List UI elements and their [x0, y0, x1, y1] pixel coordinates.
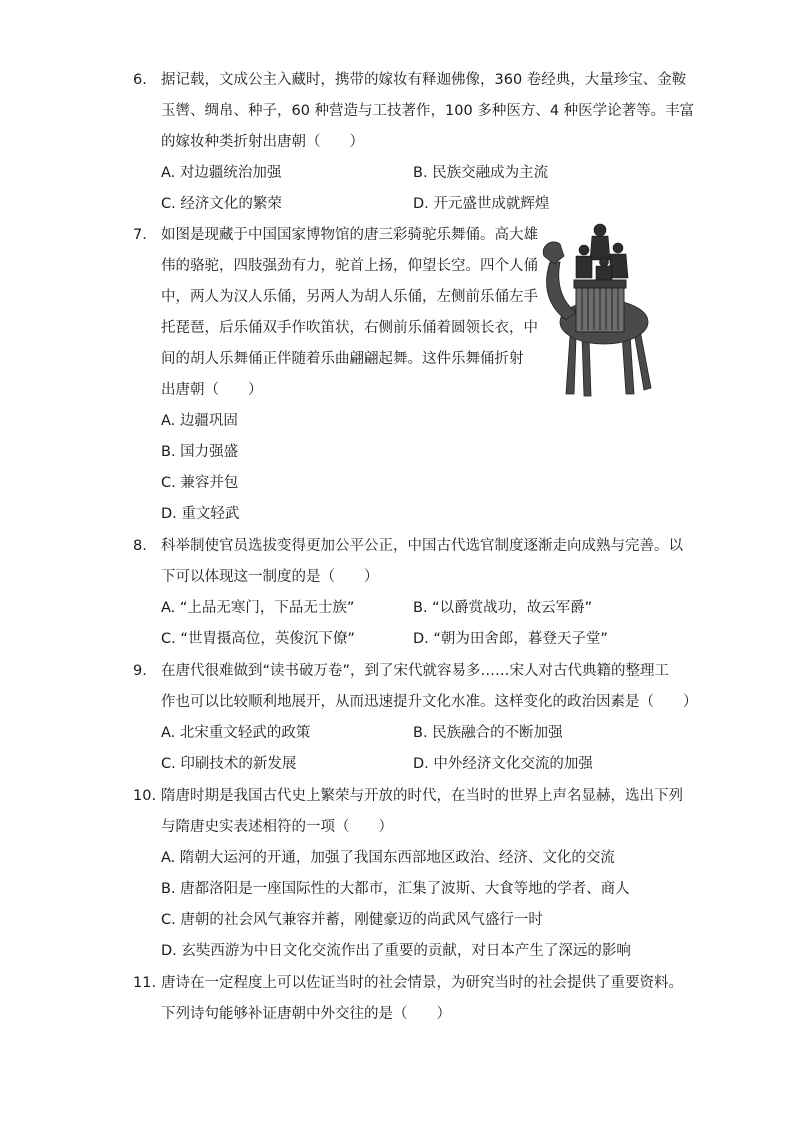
question-number: 7. — [133, 227, 147, 243]
option-a: A. 对边疆统治加强 — [161, 165, 282, 181]
question-text-line: 伟的骆驼，四肢强劲有力，驼首上扬，仰望长空。四个人俑 — [161, 258, 538, 274]
option-a: A. “上品无寒门，下品无士族” — [161, 600, 355, 616]
question-number: 10. — [133, 788, 157, 804]
question-number: 8. — [133, 538, 147, 554]
question-text-line: 玉辔、绸帛、种子，60 种营造与工技著作，100 多种医方、4 种医学论著等。丰富 — [161, 103, 695, 119]
question-text-line: 下列诗句能够补证唐朝中外交往的是（ ） — [161, 1006, 451, 1022]
question-text-line: 出唐朝（ ） — [161, 382, 263, 398]
option-b: B. 唐都洛阳是一座国际性的大都市，汇集了波斯、大食等地的学者、商人 — [161, 881, 630, 897]
option-a: A. 边疆巩固 — [161, 413, 238, 429]
question-text-line: 隋唐时期是我国古代史上繁荣与开放的时代，在当时的世界上声名显赫，选出下列 — [161, 788, 683, 804]
question-text-line: 中，两人为汉人乐俑，另两人为胡人乐俑，左侧前乐俑左手 — [161, 289, 538, 305]
question-text-line: 在唐代很难做到“读书破万卷”，到了宋代就容易多……宋人对古代典籍的整理工 — [161, 663, 670, 679]
question-text-line: 间的胡人乐舞俑正伴随着乐曲翩翩起舞。这件乐舞俑折射 — [161, 351, 524, 367]
camel-figurine-image — [530, 216, 660, 404]
option-b: B. 国力强盛 — [161, 444, 239, 460]
question-number: 9. — [133, 663, 147, 679]
option-d: D. 重文轻武 — [161, 506, 240, 522]
option-a: A. 北宋重文轻武的政策 — [161, 725, 311, 741]
question-text-line: 据记载，文成公主入藏时，携带的嫁妆有释迦佛像，360 卷经典，大量珍宝、金鞍 — [161, 72, 687, 88]
option-c: C. 唐朝的社会风气兼容并蓄，刚健豪迈的尚武风气盛行一时 — [161, 912, 543, 928]
question-text-line: 作也可以比较顺利地展开，从而迅速提升文化水准。这样变化的政治因素是（ ） — [161, 694, 698, 710]
option-d: D. “朝为田舍郎，暮登天子堂” — [413, 631, 608, 647]
option-d: D. 开元盛世成就辉煌 — [413, 196, 550, 212]
option-b: B. 民族交融成为主流 — [413, 165, 549, 181]
question-text-line: 唐诗在一定程度上可以佐证当时的社会情景，为研究当时的社会提供了重要资料。 — [161, 975, 683, 991]
question-text-line: 托琵琶，后乐俑双手作吹笛状，右侧前乐俑着圆领长衣，中 — [161, 320, 538, 336]
question-number: 11. — [133, 975, 157, 991]
question-text-line: 与隋唐史实表述相符的一项（ ） — [161, 819, 393, 835]
option-c: C. 印刷技术的新发展 — [161, 756, 297, 772]
option-c: C. 经济文化的繁荣 — [161, 196, 282, 212]
question-text-line: 下可以体现这一制度的是（ ） — [161, 569, 379, 585]
option-b: B. “以爵赏战功，故云军爵” — [413, 600, 593, 616]
option-a: A. 隋朝大运河的开通，加强了我国东西部地区政治、经济、文化的交流 — [161, 850, 615, 866]
option-d: D. 中外经济文化交流的加强 — [413, 756, 593, 772]
option-c: C. 兼容并包 — [161, 475, 239, 491]
question-number: 6. — [133, 72, 147, 88]
question-text-line: 的嫁妆种类折射出唐朝（ ） — [161, 134, 364, 150]
question-text-line: 如图是现藏于中国国家博物馆的唐三彩骑驼乐舞俑。高大雄 — [161, 227, 538, 243]
question-text-line: 科举制使官员选拔变得更加公平公正，中国古代选官制度逐渐走向成熟与完善。以 — [161, 538, 683, 554]
option-b: B. 民族融合的不断加强 — [413, 725, 563, 741]
option-d: D. 玄奘西游为中日文化交流作出了重要的贡献，对日本产生了深远的影响 — [161, 943, 631, 959]
option-c: C. “世胄摄高位，英俊沉下僚” — [161, 631, 355, 647]
